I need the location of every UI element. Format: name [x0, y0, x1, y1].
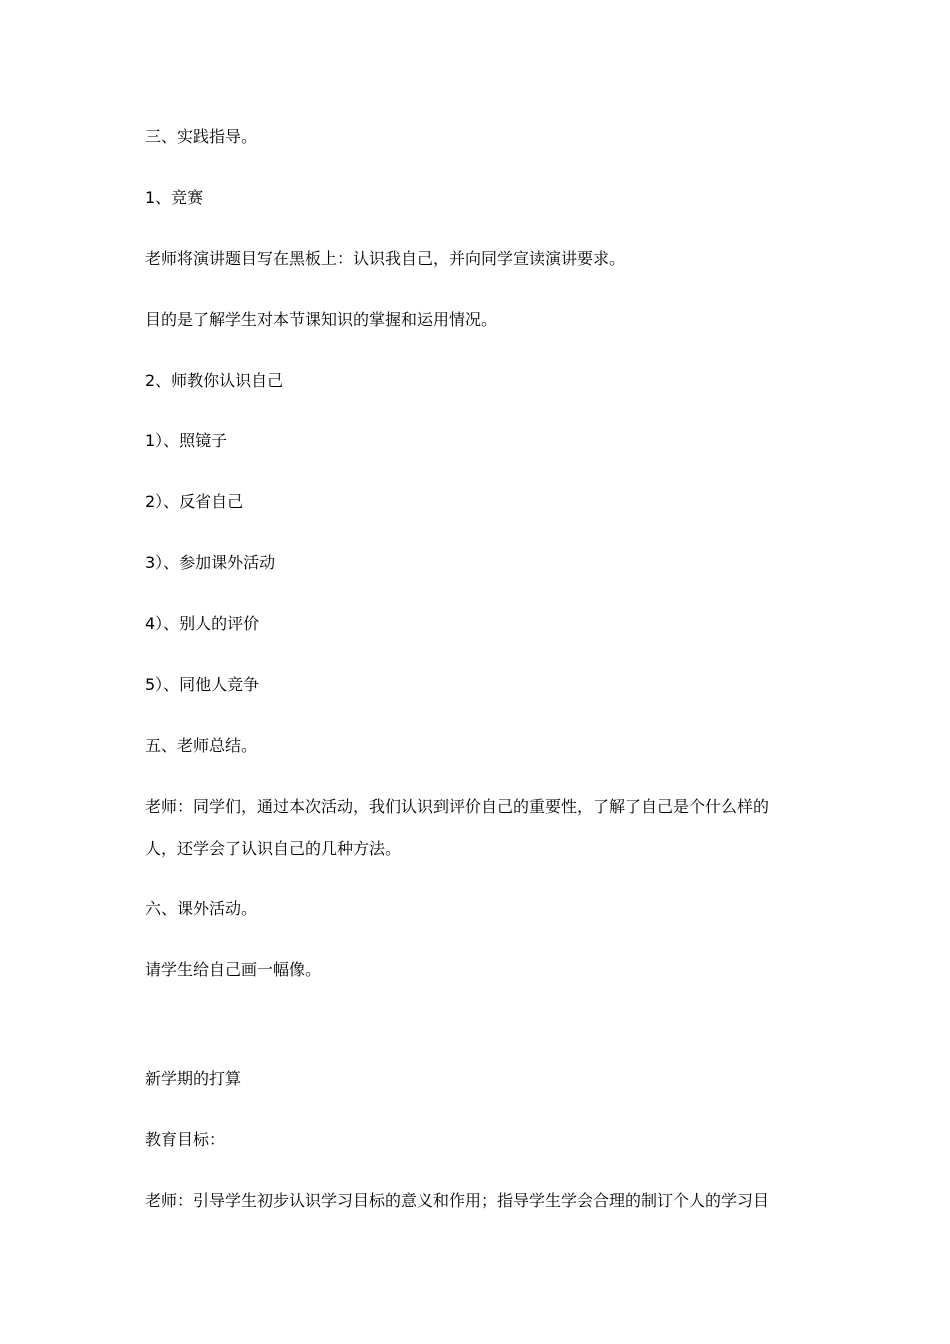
subheading-goals: 教育目标： — [145, 1130, 226, 1149]
section-heading-activities: 六、课外活动。 — [145, 899, 258, 918]
paragraph: 目的是了解学生对本节课知识的掌握和运用情况。 — [145, 310, 498, 329]
list-item: 1）、照镜子 — [145, 431, 228, 450]
paragraph-continuation: 人，还学会了认识自己的几种方法。 — [145, 839, 402, 858]
paragraph: 请学生给自己画一幅像。 — [145, 960, 322, 979]
list-item: 5）、同他人竞争 — [145, 675, 260, 694]
list-item: 4）、别人的评价 — [145, 614, 260, 633]
paragraph: 老师：同学们，通过本次活动，我们认识到评价自己的重要性，了解了自己是个什么样的 — [145, 797, 770, 816]
section-heading-practice: 三、实践指导。 — [145, 127, 258, 146]
paragraph: 老师：引导学生初步认识学习目标的意义和作用；指导学生学会合理的制订个人的学习目 — [145, 1191, 770, 1210]
list-item: 2）、反省自己 — [145, 492, 244, 511]
subheading-know-yourself: 2、师教你认识自己 — [145, 371, 284, 390]
subheading-competition: 1、竞赛 — [145, 188, 204, 207]
paragraph: 老师将演讲题目写在黑板上：认识我自己，并向同学宣读演讲要求。 — [145, 249, 626, 268]
section-heading-summary: 五、老师总结。 — [145, 736, 258, 755]
list-item: 3）、参加课外活动 — [145, 553, 276, 572]
document-title: 新学期的打算 — [145, 1069, 242, 1088]
